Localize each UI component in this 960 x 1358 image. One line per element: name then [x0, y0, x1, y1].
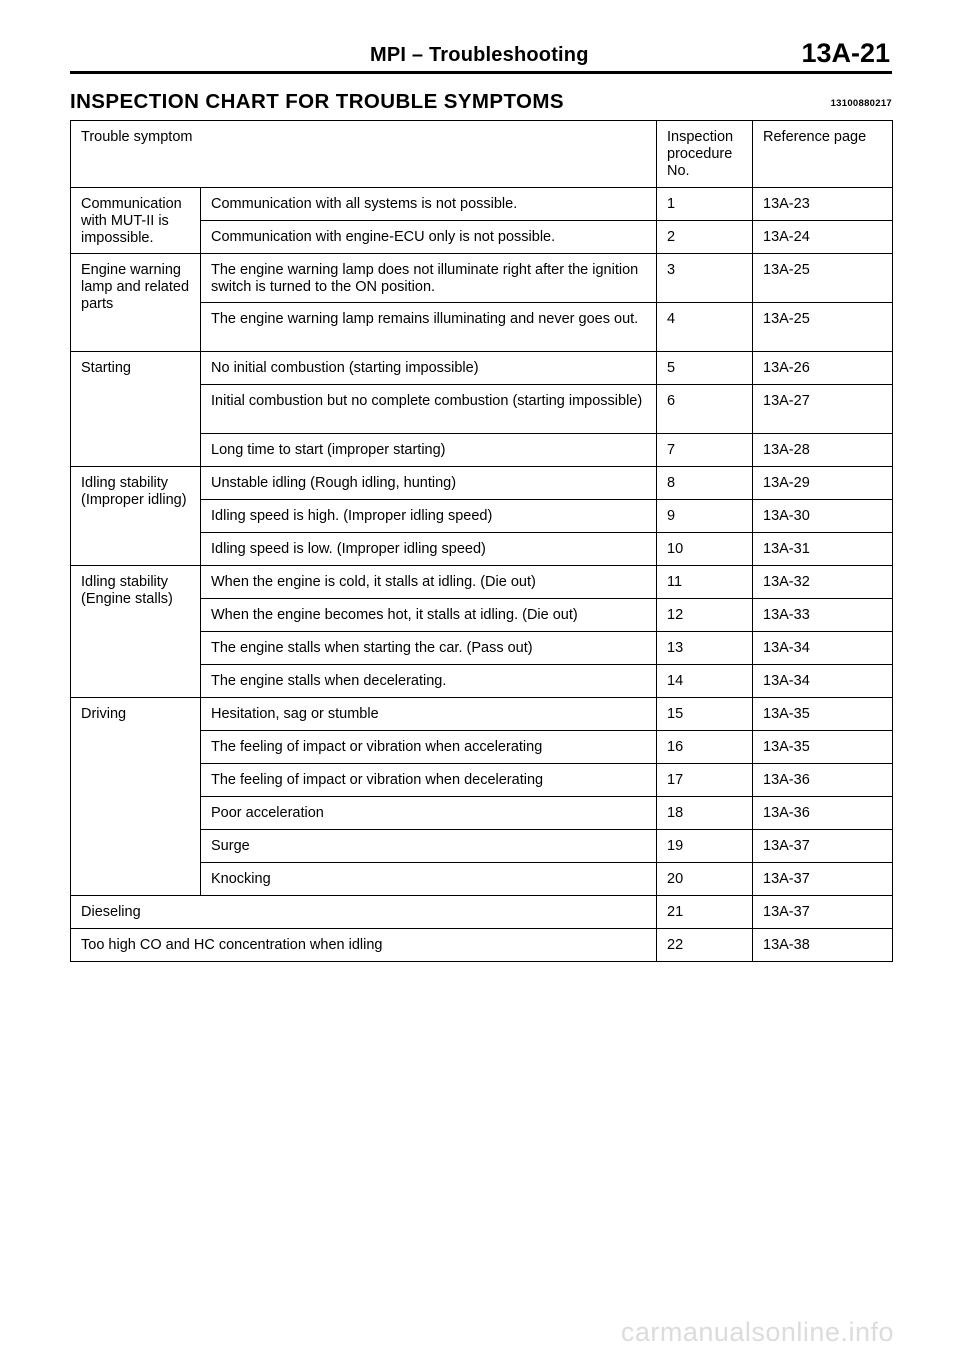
procedure-number-cell: 7	[657, 434, 753, 467]
reference-page-cell: 13A-30	[753, 500, 893, 533]
table-row	[71, 566, 893, 599]
reference-page-cell: 13A-34	[753, 665, 893, 698]
symptom-cell: The feeling of impact or vibration when accelerating	[201, 731, 657, 764]
symptom-cell: No initial combustion (starting impossible)	[201, 352, 657, 385]
symptom-cell: The engine stalls when starting the car. (Pass out)	[201, 632, 657, 665]
symptom-cell: The engine warning lamp does not illuminate right after the ignition switch is turned to the ON position.	[201, 254, 657, 303]
procedure-number-cell: 16	[657, 731, 753, 764]
reference-page-cell: 13A-33	[753, 599, 893, 632]
symptom-cell: Too high CO and HC concentration when idling	[71, 929, 657, 962]
procedure-number-cell: 4	[657, 303, 753, 352]
header-trouble-symptom: Trouble symptom	[71, 121, 657, 188]
reference-page-cell: 13A-23	[753, 188, 893, 221]
section-title: MPI – Troubleshooting	[370, 44, 589, 66]
procedure-number-cell: 22	[657, 929, 753, 962]
procedure-number-cell: 13	[657, 632, 753, 665]
reference-page-cell: 13A-31	[753, 533, 893, 566]
table-row	[71, 254, 893, 303]
procedure-number-cell: 12	[657, 599, 753, 632]
reference-page-cell: 13A-36	[753, 764, 893, 797]
header-rule	[70, 71, 892, 74]
procedure-number-cell: 15	[657, 698, 753, 731]
reference-page-cell: 13A-24	[753, 221, 893, 254]
table-row	[71, 896, 893, 929]
symptom-cell: Surge	[201, 830, 657, 863]
symptom-cell: Communication with engine-ECU only is not possible.	[201, 221, 657, 254]
category-cell: Starting	[71, 352, 201, 467]
procedure-number-cell: 1	[657, 188, 753, 221]
procedure-number-cell: 10	[657, 533, 753, 566]
reference-page-cell: 13A-37	[753, 863, 893, 896]
reference-page-cell: 13A-34	[753, 632, 893, 665]
symptom-cell: Long time to start (improper starting)	[201, 434, 657, 467]
reference-page-cell: 13A-25	[753, 254, 893, 303]
document-code: 13100880217	[830, 98, 892, 109]
footer-watermark: carmanualsonline.info	[620, 1317, 894, 1347]
procedure-number-cell: 3	[657, 254, 753, 303]
table-row	[71, 698, 893, 731]
symptom-cell: When the engine becomes hot, it stalls at idling. (Die out)	[201, 599, 657, 632]
procedure-number-cell: 18	[657, 797, 753, 830]
page-header	[70, 38, 892, 72]
table-row	[71, 929, 893, 962]
procedure-number-cell: 11	[657, 566, 753, 599]
symptom-cell: The engine warning lamp remains illuminating and never goes out.	[201, 303, 657, 352]
category-cell: Engine warning lamp and related parts	[71, 254, 201, 352]
table-header-row	[71, 121, 893, 188]
reference-page-cell: 13A-36	[753, 797, 893, 830]
symptom-cell: Poor acceleration	[201, 797, 657, 830]
symptom-cell: When the engine is cold, it stalls at idling. (Die out)	[201, 566, 657, 599]
reference-page-cell: 13A-35	[753, 731, 893, 764]
symptom-cell: Unstable idling (Rough idling, hunting)	[201, 467, 657, 500]
procedure-number-cell: 9	[657, 500, 753, 533]
category-cell: Idling stability (Improper idling)	[71, 467, 201, 566]
symptom-cell: Idling speed is high. (Improper idling speed)	[201, 500, 657, 533]
chart-title: INSPECTION CHART FOR TROUBLE SYMPTOMS	[70, 90, 564, 113]
reference-page-cell: 13A-25	[753, 303, 893, 352]
procedure-number-cell: 19	[657, 830, 753, 863]
category-cell: Idling stability (Engine stalls)	[71, 566, 201, 698]
reference-page-cell: 13A-32	[753, 566, 893, 599]
page-number: 13A-21	[801, 38, 890, 68]
procedure-number-cell: 20	[657, 863, 753, 896]
symptom-cell: Knocking	[201, 863, 657, 896]
symptom-cell: Dieseling	[71, 896, 657, 929]
reference-page-cell: 13A-37	[753, 896, 893, 929]
header-reference-page: Reference page	[753, 121, 893, 188]
table-row	[71, 467, 893, 500]
reference-page-cell: 13A-28	[753, 434, 893, 467]
procedure-number-cell: 2	[657, 221, 753, 254]
table-row	[71, 352, 893, 385]
symptom-cell: Hesitation, sag or stumble	[201, 698, 657, 731]
procedure-number-cell: 17	[657, 764, 753, 797]
procedure-number-cell: 6	[657, 385, 753, 434]
reference-page-cell: 13A-27	[753, 385, 893, 434]
procedure-number-cell: 5	[657, 352, 753, 385]
category-cell: Driving	[71, 698, 201, 896]
symptom-cell: Idling speed is low. (Improper idling speed)	[201, 533, 657, 566]
procedure-number-cell: 21	[657, 896, 753, 929]
procedure-number-cell: 8	[657, 467, 753, 500]
header-inspection-procedure: Inspection procedure No.	[657, 121, 753, 188]
symptom-cell: Communication with all systems is not possible.	[201, 188, 657, 221]
procedure-number-cell: 14	[657, 665, 753, 698]
symptom-cell: The engine stalls when decelerating.	[201, 665, 657, 698]
reference-page-cell: 13A-26	[753, 352, 893, 385]
symptom-cell: The feeling of impact or vibration when decelerating	[201, 764, 657, 797]
symptom-cell: Initial combustion but no complete combustion (starting impossible)	[201, 385, 657, 434]
trouble-symptom-table	[70, 120, 893, 962]
reference-page-cell: 13A-38	[753, 929, 893, 962]
reference-page-cell: 13A-29	[753, 467, 893, 500]
reference-page-cell: 13A-37	[753, 830, 893, 863]
reference-page-cell: 13A-35	[753, 698, 893, 731]
category-cell: Communication with MUT-II is impossible.	[71, 188, 201, 254]
table-row	[71, 188, 893, 221]
